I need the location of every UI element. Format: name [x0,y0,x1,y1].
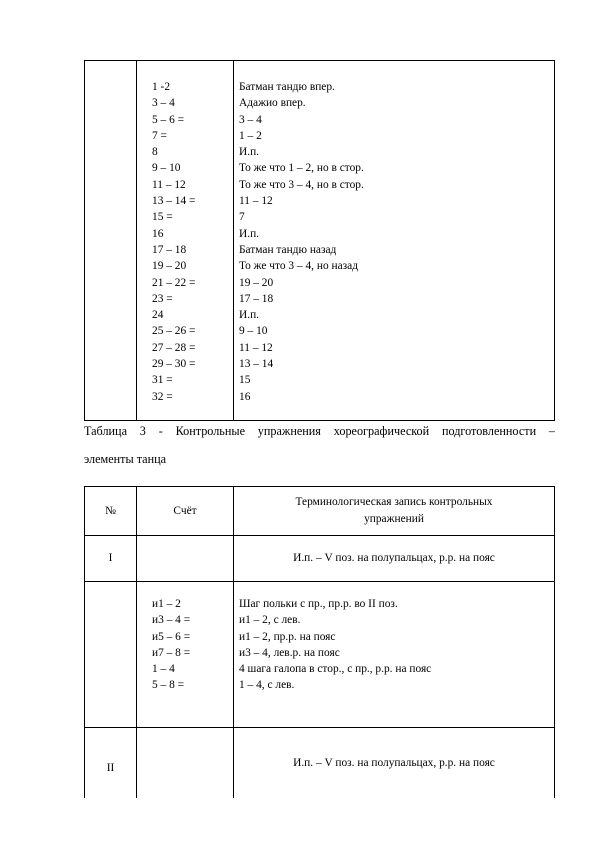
count-entry: 29 – 30 = [152,358,196,371]
description-entry: 1 – 2 [239,129,262,142]
description-entry: Батман тандю назад [239,243,337,256]
table-header-row [85,487,555,536]
row-count [137,582,234,728]
header-description [234,487,555,536]
count-entry: 7 = [152,129,167,142]
description-entry: То же что 3 – 4, но в стор. [239,178,364,191]
row-number [85,582,137,728]
description-entry: и1 – 2, с лев. [239,614,301,627]
row-number: II [85,728,137,799]
count-entry: 3 – 4 [152,97,175,110]
count-entry: 21 – 22 = [152,276,196,289]
row-description: И.п. – V поз. на полупальцах, р.р. на пояс [234,536,555,582]
table-caption-line-1: Таблица 3 - Контрольные упражнения хореографической подготовленности – [84,424,555,438]
count-entry: 9 – 10 [152,162,181,175]
row-count [137,536,234,582]
count-entry: 11 – 12 [152,178,186,191]
count-entry: и5 – 6 = [152,630,191,643]
count-entry: 31 = [152,374,173,387]
description-entry: 9 – 10 [239,325,268,338]
row-count [137,728,234,799]
description-entry: И.п. [239,309,260,322]
description-entry: 1 – 4, с лев. [239,679,295,692]
count-entry: 24 [152,309,164,322]
description-entry: 4 шага галопа в стор., с пр., р.р. на пояс [239,663,432,676]
description-cell [234,61,555,421]
table-caption-line-2: элементы танца [84,452,167,466]
description-entry: 19 – 20 [239,276,274,289]
row-description: И.п. – V поз. на полупальцах, р.р. на пояс [234,728,555,799]
description-entry: И.п. [239,146,260,159]
table-row [85,582,555,728]
description-entry: Адажио впер. [239,97,306,110]
count-entry: 25 – 26 = [152,325,196,338]
count-entry: 23 = [152,292,173,305]
count-entry: и7 – 8 = [152,646,191,659]
control-exercises-table [84,486,555,798]
description-entry: И.п. [239,227,260,240]
description-entry: и3 – 4, лев.р. на пояс [239,646,340,659]
count-cell [137,61,234,421]
count-entry: 13 – 14 = [152,195,196,208]
row-number: I [85,536,137,582]
header-number: № [85,487,137,536]
table-row [85,728,555,799]
count-entry: 5 – 6 = [152,113,185,126]
description-entry: 3 – 4 [239,113,262,126]
table-row [85,536,555,582]
description-entry: 15 [239,374,251,387]
count-entry: 16 [152,227,164,240]
count-entry: 8 [152,146,158,159]
description-entry: 16 [239,390,251,403]
header-count: Счёт [137,487,234,536]
description-entry: 11 – 12 [239,195,273,208]
description-entry: То же что 3 – 4, но назад [239,260,358,273]
header-description-line-1: Терминологическая запись контрольных [295,496,493,508]
count-entry: 15 = [152,211,173,224]
description-entry: и1 – 2, пр.р. на пояс [239,630,336,643]
description-entry: То же что 1 – 2, но в стор. [239,162,364,175]
count-entry: 32 = [152,390,173,403]
description-entry: 13 – 14 [239,358,274,371]
count-entry: 19 – 20 [152,260,187,273]
description-entry: 17 – 18 [239,292,274,305]
count-entry: и1 – 2 [152,598,181,610]
count-entry: 1 -2 [152,81,171,93]
header-description-line-2: упражнений [364,513,424,525]
description-entry: 11 – 12 [239,341,273,354]
number-cell [85,61,137,421]
count-entry: 5 – 8 = [152,679,185,692]
count-entry: и3 – 4 = [152,614,191,627]
description-entry: Батман тандю впер. [239,81,335,93]
row-description [234,582,555,728]
count-entry: 27 – 28 = [152,341,196,354]
exercise-table-continued [84,60,555,421]
description-entry: 7 [239,211,245,224]
count-entry: 17 – 18 [152,243,187,256]
count-entry: 1 – 4 [152,663,175,676]
description-entry: Шаг польки с пр., пр.р. во II поз. [239,598,398,610]
